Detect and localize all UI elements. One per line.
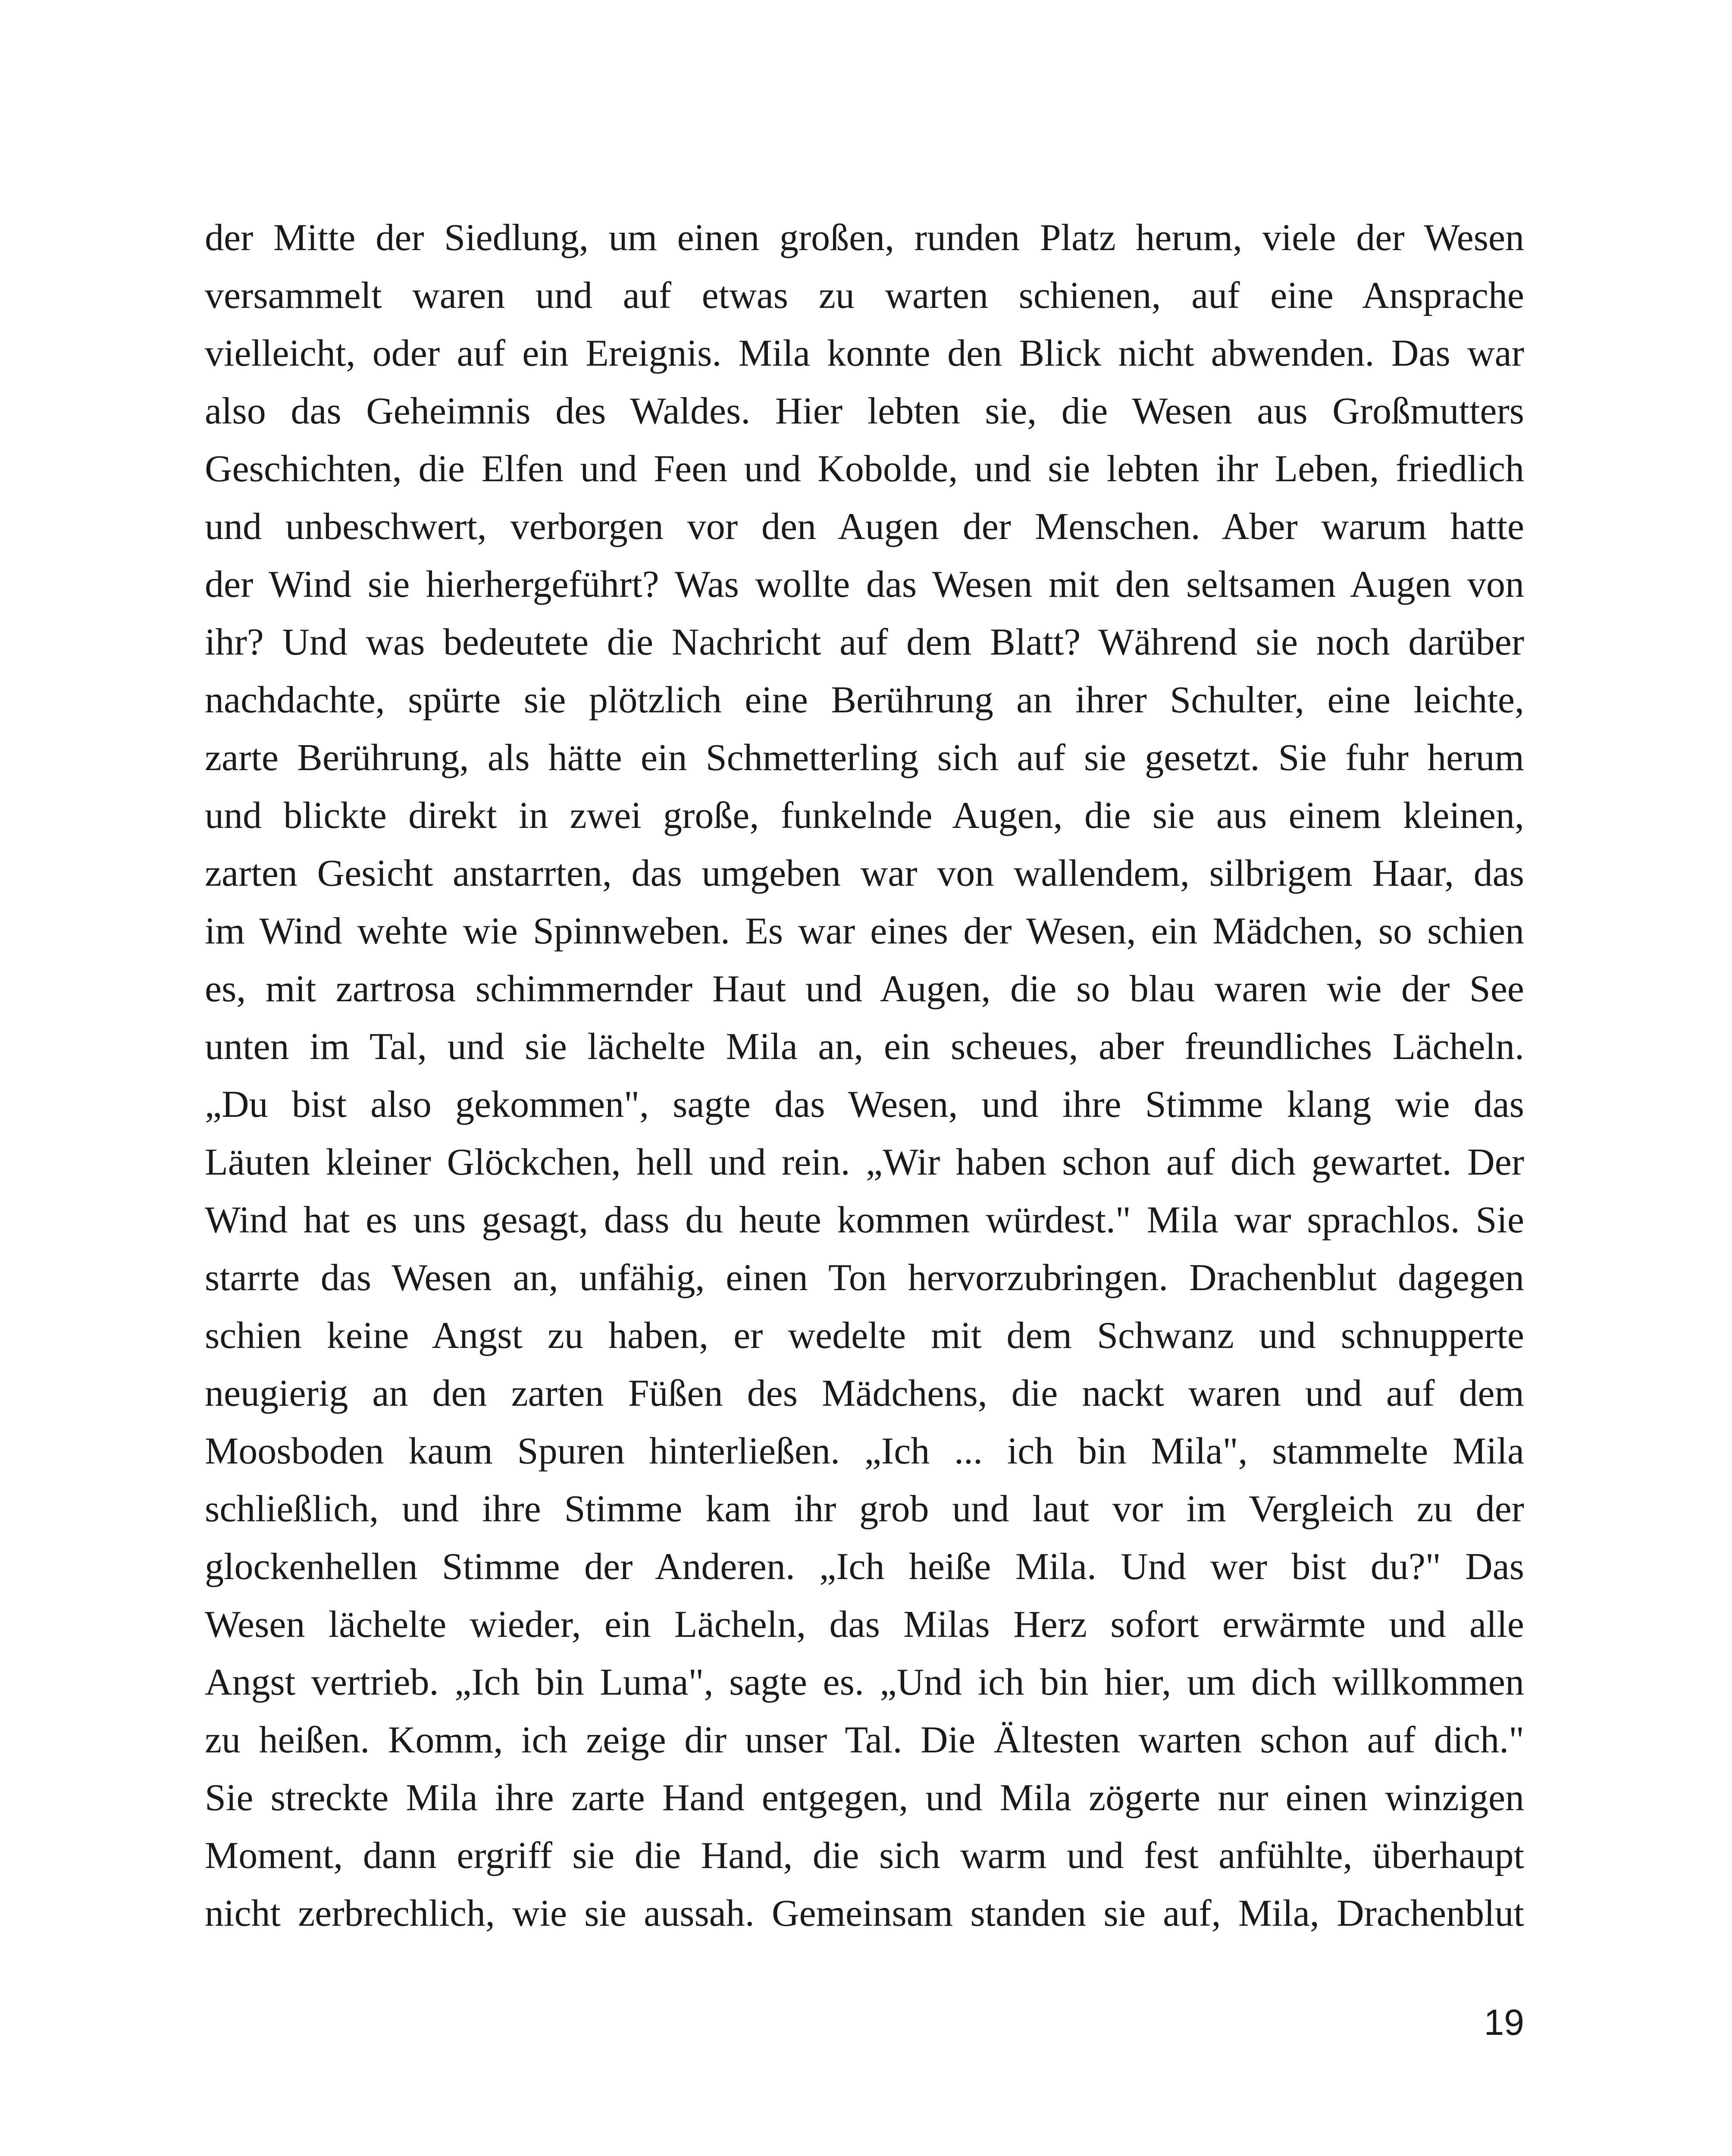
- text-line: „Du bist also gekommen", sagte das Wesen, und ihre Stimme klang wie das: [205, 1084, 1524, 1125]
- body-text: [205, 209, 1524, 1943]
- text-line: schien keine Angst zu haben, er wedelte mit dem Schwanz und schnupperte: [205, 1315, 1524, 1357]
- text-line: und unbeschwert, verborgen vor den Augen der Menschen. Aber warum hatte: [205, 506, 1524, 548]
- text-line: nachdachte, spürte sie plötzlich eine Berührung an ihrer Schulter, eine leichte,: [205, 679, 1524, 721]
- text-line: starrte das Wesen an, unfähig, einen Ton hervorzubringen. Drachenblut dagegen: [205, 1257, 1524, 1299]
- text-line: im Wind wehte wie Spinnweben. Es war eines der Wesen, ein Mädchen, so schien: [205, 910, 1524, 952]
- text-line: nicht zerbrechlich, wie sie aussah. Gemeinsam standen sie auf, Mila, Drachenblut: [205, 1893, 1524, 1934]
- text-line: Geschichten, die Elfen und Feen und Kobolde, und sie lebten ihr Leben, friedlich: [205, 448, 1524, 490]
- text-line: Wesen lächelte wieder, ein Lächeln, das Milas Herz sofort erwärmte und alle: [205, 1604, 1524, 1645]
- text-line: Angst vertrieb. „Ich bin Luma", sagte es. „Und ich bin hier, um dich willkommen: [205, 1661, 1524, 1703]
- text-line: es, mit zartrosa schimmernder Haut und Augen, die so blau waren wie der See: [205, 968, 1524, 1010]
- text-line: der Wind sie hierhergeführt? Was wollte das Wesen mit den seltsamen Augen von: [205, 564, 1524, 605]
- text-line: und blickte direkt in zwei große, funkelnde Augen, die sie aus einem kleinen,: [205, 795, 1524, 837]
- page-number: 19: [1484, 2002, 1524, 2043]
- text-line: der Mitte der Siedlung, um einen großen, runden Platz herum, viele der Wesen: [205, 217, 1524, 259]
- text-line: zarte Berührung, als hätte ein Schmetterling sich auf sie gesetzt. Sie fuhr herum: [205, 737, 1524, 779]
- text-line: schließlich, und ihre Stimme kam ihr grob und laut vor im Vergleich zu der: [205, 1488, 1524, 1530]
- text-line: Läuten kleiner Glöckchen, hell und rein. „Wir haben schon auf dich gewartet. Der: [205, 1141, 1524, 1183]
- text-line: zarten Gesicht anstarrten, das umgeben war von wallendem, silbrigem Haar, das: [205, 852, 1524, 894]
- text-line: ihr? Und was bedeutete die Nachricht auf dem Blatt? Während sie noch darüber: [205, 621, 1524, 663]
- text-line: also das Geheimnis des Waldes. Hier lebten sie, die Wesen aus Großmutters: [205, 390, 1524, 432]
- text-line: neugierig an den zarten Füßen des Mädchens, die nackt waren und auf dem: [205, 1373, 1524, 1414]
- text-line: versammelt waren und auf etwas zu warten schienen, auf eine Ansprache: [205, 275, 1524, 317]
- text-line: glockenhellen Stimme der Anderen. „Ich heiße Mila. Und wer bist du?" Das: [205, 1546, 1524, 1588]
- text-line: Wind hat es uns gesagt, dass du heute kommen würdest." Mila war sprachlos. Sie: [205, 1199, 1524, 1241]
- text-line: unten im Tal, und sie lächelte Mila an, ein scheues, aber freundliches Lächeln.: [205, 1026, 1524, 1068]
- text-line: zu heißen. Komm, ich zeige dir unser Tal. Die Ältesten warten schon auf dich.": [205, 1719, 1524, 1761]
- text-line: Sie streckte Mila ihre zarte Hand entgegen, und Mila zögerte nur einen winzigen: [205, 1777, 1524, 1819]
- text-line: Moment, dann ergriff sie die Hand, die sich warm und fest anfühlte, überhaupt: [205, 1835, 1524, 1877]
- text-line: vielleicht, oder auf ein Ereignis. Mila konnte den Blick nicht abwenden. Das war: [205, 332, 1524, 374]
- text-line: Moosboden kaum Spuren hinterließen. „Ich ... ich bin Mila", stammelte Mila: [205, 1430, 1524, 1472]
